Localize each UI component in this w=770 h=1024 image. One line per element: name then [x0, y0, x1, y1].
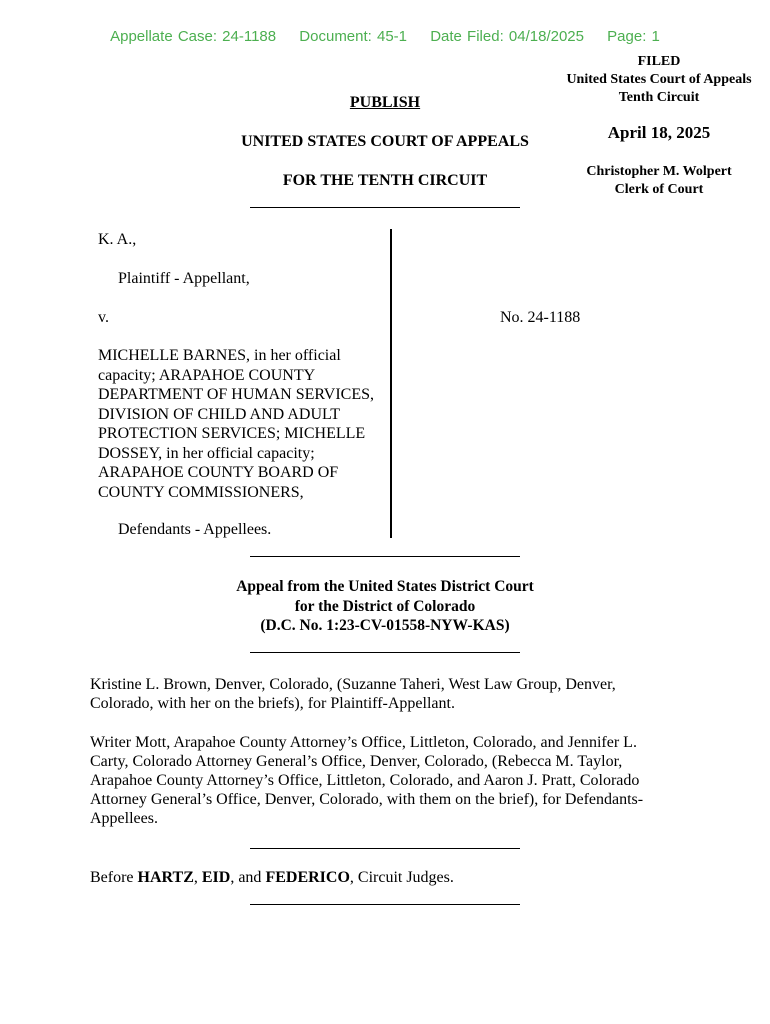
separator: , and	[230, 869, 266, 886]
judge-eid: EID	[201, 869, 231, 886]
defendant-line: PROTECTION SERVICES; MICHELLE	[98, 425, 366, 442]
separator: ,	[193, 869, 202, 886]
defendant-line: COUNTY COMMISSIONERS,	[98, 483, 304, 501]
defendant-line: MICHELLE BARNES, in her official	[98, 347, 341, 364]
before-text: Before	[90, 869, 138, 886]
divider	[250, 904, 520, 905]
filing-header	[0, 28, 770, 45]
stamp-filed: FILED	[637, 54, 681, 69]
appeal-line: Appeal from the United States District Court	[236, 578, 534, 595]
defendant-line: capacity; ARAPAHOE COUNTY	[98, 366, 316, 384]
defendant-line: DEPARTMENT OF HUMAN SERVICES,	[98, 386, 375, 403]
counsel-line: Appellees.	[90, 810, 158, 827]
plaintiff-counsel	[90, 675, 690, 713]
judges-suffix: , Circuit Judges.	[349, 869, 454, 886]
defendants-names	[98, 346, 388, 502]
date-filed-header: Date Filed: 04/18/2025	[430, 28, 584, 45]
defendant-counsel	[90, 733, 690, 828]
counsel-line: Arapahoe County Attorney’s Office, Littleton, Colorado, and Aaron J. Pratt, Colorado	[90, 772, 640, 789]
judge-hartz: HARTZ	[137, 869, 194, 886]
page-number-header: Page: 1	[607, 28, 660, 45]
clerk-title: Clerk of Court	[614, 182, 704, 197]
case-number-header: Appellate Case: 24-1188	[110, 28, 277, 45]
publish-label: PUBLISH	[349, 94, 421, 111]
counsel-line: Colorado, with her on the briefs), for Plaintiff-Appellant.	[90, 695, 455, 712]
appeal-block	[0, 577, 770, 636]
counsel-line: Kristine L. Brown, Denver, Colorado, (Suzanne Taheri, West Law Group, Denver,	[90, 676, 616, 693]
caption-divider	[390, 229, 392, 538]
stamp-court: United States Court of Appeals	[566, 72, 752, 87]
divider	[250, 848, 520, 849]
defendant-line: DOSSEY, in her official capacity;	[98, 444, 315, 462]
divider	[250, 207, 520, 208]
judge-federico: FEDERICO	[265, 869, 350, 886]
panel-line	[90, 868, 454, 887]
plaintiff-role: Plaintiff - Appellant,	[118, 270, 250, 287]
document-number-header: Document: 45-1	[299, 28, 408, 45]
appeal-line: for the District of Colorado	[294, 597, 476, 615]
appeal-docket: (D.C. No. 1:23-CV-01558-NYW-KAS)	[260, 617, 510, 634]
counsel-line: Carty, Colorado Attorney General’s Office, Denver, Colorado, (Rebecca M. Taylor,	[90, 753, 623, 770]
filed-stamp	[548, 53, 770, 107]
divider	[250, 652, 520, 653]
counsel-line: Attorney General’s Office, Denver, Colorado, with them on the brief), for Defendants-	[90, 791, 644, 808]
court-name: UNITED STATES COURT OF APPEALS	[241, 133, 529, 150]
stamp-circuit: Tenth Circuit	[618, 90, 700, 105]
defendant-line: DIVISION OF CHILD AND ADULT	[98, 405, 341, 423]
divider	[250, 556, 520, 557]
clerk-name: Christopher M. Wolpert	[586, 164, 732, 179]
plaintiff-name: K. A.,	[98, 231, 137, 248]
counsel-line: Writer Mott, Arapahoe County Attorney’s Office, Littleton, Colorado, and Jennifer L.	[90, 734, 637, 751]
defendants-role: Defendants - Appellees.	[118, 521, 272, 538]
circuit-name: FOR THE TENTH CIRCUIT	[282, 172, 488, 189]
defendant-line: ARAPAHOE COUNTY BOARD OF	[98, 464, 339, 481]
stamp-date: April 18, 2025	[607, 123, 711, 142]
case-number: No. 24-1188	[500, 309, 581, 326]
versus: v.	[98, 309, 109, 326]
